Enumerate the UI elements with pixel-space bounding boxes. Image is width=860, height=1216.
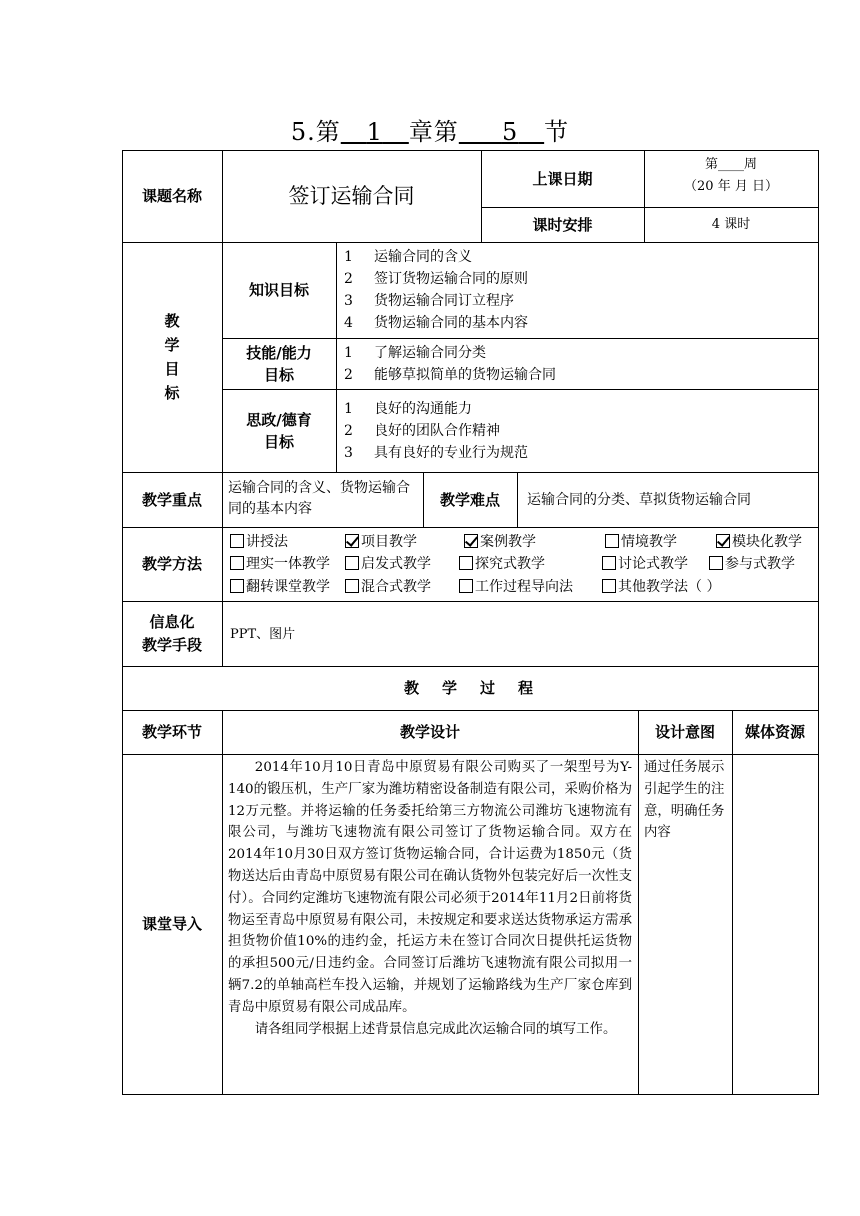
col-header-media: 媒体资源 (744, 723, 805, 741)
title-mid: 章第 (408, 118, 459, 146)
checkbox-icon[interactable] (602, 579, 616, 593)
key-point-label: 教学重点 (141, 490, 202, 509)
knowledge-list (336, 244, 818, 338)
checkbox-checked-icon[interactable] (716, 534, 730, 548)
date-week: 第____周 (704, 157, 757, 172)
checkbox-icon[interactable] (230, 579, 244, 593)
methods-label: 教学方法 (141, 555, 202, 573)
list-item: 4 货物运输合同的基本内容 (344, 315, 528, 331)
checkbox-icon[interactable] (345, 556, 359, 570)
list-item: 3 具有良好的专业行为规范 (344, 445, 528, 461)
topic-value: 签订运输合同 (288, 184, 415, 208)
list-item: 2 签订货物运输合同的原则 (344, 271, 528, 287)
checkbox-icon[interactable] (459, 556, 473, 570)
method-option[interactable]: 理实一体教学 (230, 553, 330, 573)
list-item: 2 良好的团队合作精神 (344, 423, 500, 439)
skills-label: 技能/能力 目标 (246, 343, 312, 384)
method-option[interactable]: 情境教学 (605, 531, 677, 551)
design-paragraph-2: 请各组同学根据上述背景信息完成此次运输合同的填写工作。 (254, 1021, 617, 1037)
checkbox-checked-icon[interactable] (345, 534, 359, 548)
list-item: 2 能够草拟简单的货物运输合同 (344, 367, 556, 383)
checkbox-icon[interactable] (602, 556, 616, 570)
topic-label: 课题名称 (141, 187, 202, 205)
design-paragraph-1: 2014年10月10日青岛中原贸易有限公司购买了一架型号为Y-140的锻压机，生产厂家为潍坊精密设备制造有限公司，采购价格为12万元整。并将运输的任务委托给第三方物流公司潍坊飞速物流有限公司，与潍坊飞速物流有限公司签订了货物运输合同。双方在2014年10月30日双方签订货物运输合同，合计运费为1850元（货物送达后由青岛中原贸易有限公司在确认货物外包装完好后一次性支付）。合同约定潍坊飞速物流有限公司必须于2014年11月2日前将货物运至青岛中原贸易有限公司，未按规定和要求送达货物承运方需承担货物价值10%的违约金，托运方未在签订合同次日提供托运货物的承担500元/日违约金。合同签订后潍坊飞速物流有限公司拟用一辆7.2的单轴高栏车投入运输，并规划了运输路线为生产厂家仓库到青岛中原贸易有限公司成品库。 (228, 760, 632, 1015)
hours-label: 课时安排 (532, 215, 593, 234)
date-day: （20 年 月 日） (684, 179, 778, 194)
chapter-number: 1 (366, 118, 383, 146)
checkbox-icon[interactable] (230, 556, 244, 570)
method-option[interactable]: 翻转课堂教学 (230, 576, 330, 596)
knowledge-label: 知识目标 (248, 281, 309, 299)
skills-list (336, 340, 818, 389)
date-label: 上课日期 (532, 169, 593, 188)
method-option[interactable]: 其他教学法（ ） (602, 576, 720, 596)
method-option[interactable]: 讲授法 (230, 531, 288, 551)
checkbox-icon[interactable] (605, 534, 619, 548)
method-option[interactable]: 模块化教学 (716, 531, 802, 551)
col-header-intent: 设计意图 (654, 723, 715, 741)
method-option[interactable]: 项目教学 (345, 531, 417, 551)
checkbox-icon[interactable] (230, 534, 244, 548)
ethics-list (336, 396, 818, 468)
title-prefix: 5.第 (290, 118, 341, 146)
difficult-point-label: 教学难点 (439, 490, 500, 509)
list-item: 3 货物运输合同订立程序 (344, 293, 514, 309)
intent-content: 通过任务展示引起学生的注意，明确任务内容 (644, 760, 725, 841)
stage-label: 课堂导入 (141, 915, 202, 933)
method-option[interactable]: 讨论式教学 (602, 553, 688, 573)
ethics-label: 思政/德育 目标 (246, 410, 312, 451)
design-content (228, 757, 632, 1093)
section-number: 5 (501, 118, 519, 146)
title-suffix: 节 (544, 118, 570, 146)
col-header-stage: 教学环节 (141, 723, 202, 741)
process-title: 教 学 过 程 (403, 679, 537, 697)
col-header-design: 教学设计 (399, 723, 460, 741)
informatization-label: 信息化 教学手段 (141, 612, 202, 654)
difficult-point-value: 运输合同的分类、草拟货物运输合同 (527, 491, 751, 508)
method-option[interactable]: 案例教学 (464, 531, 536, 551)
list-item: 1 了解运输合同分类 (344, 345, 486, 361)
method-option[interactable]: 探究式教学 (459, 553, 545, 573)
method-option[interactable]: 参与式教学 (709, 553, 795, 573)
checkbox-icon[interactable] (345, 579, 359, 593)
key-point-value: 运输合同的含义、货物运输合同的基本内容 (228, 480, 410, 517)
method-option[interactable]: 混合式教学 (345, 576, 431, 596)
objectives-label: 教 学 目 标 (164, 312, 180, 402)
informatization-value: PPT、图片 (230, 627, 296, 642)
page-title (0, 112, 860, 147)
list-item: 1 运输合同的含义 (344, 249, 472, 265)
checkbox-icon[interactable] (459, 579, 473, 593)
media-content (732, 754, 818, 1094)
method-option[interactable]: 工作过程导向法 (459, 576, 573, 596)
method-option[interactable]: 启发式教学 (345, 553, 431, 573)
checkbox-icon[interactable] (709, 556, 723, 570)
hours-value: 4 课时 (711, 216, 751, 232)
list-item: 1 良好的沟通能力 (344, 401, 472, 417)
date-value (644, 154, 818, 204)
checkbox-checked-icon[interactable] (464, 534, 478, 548)
